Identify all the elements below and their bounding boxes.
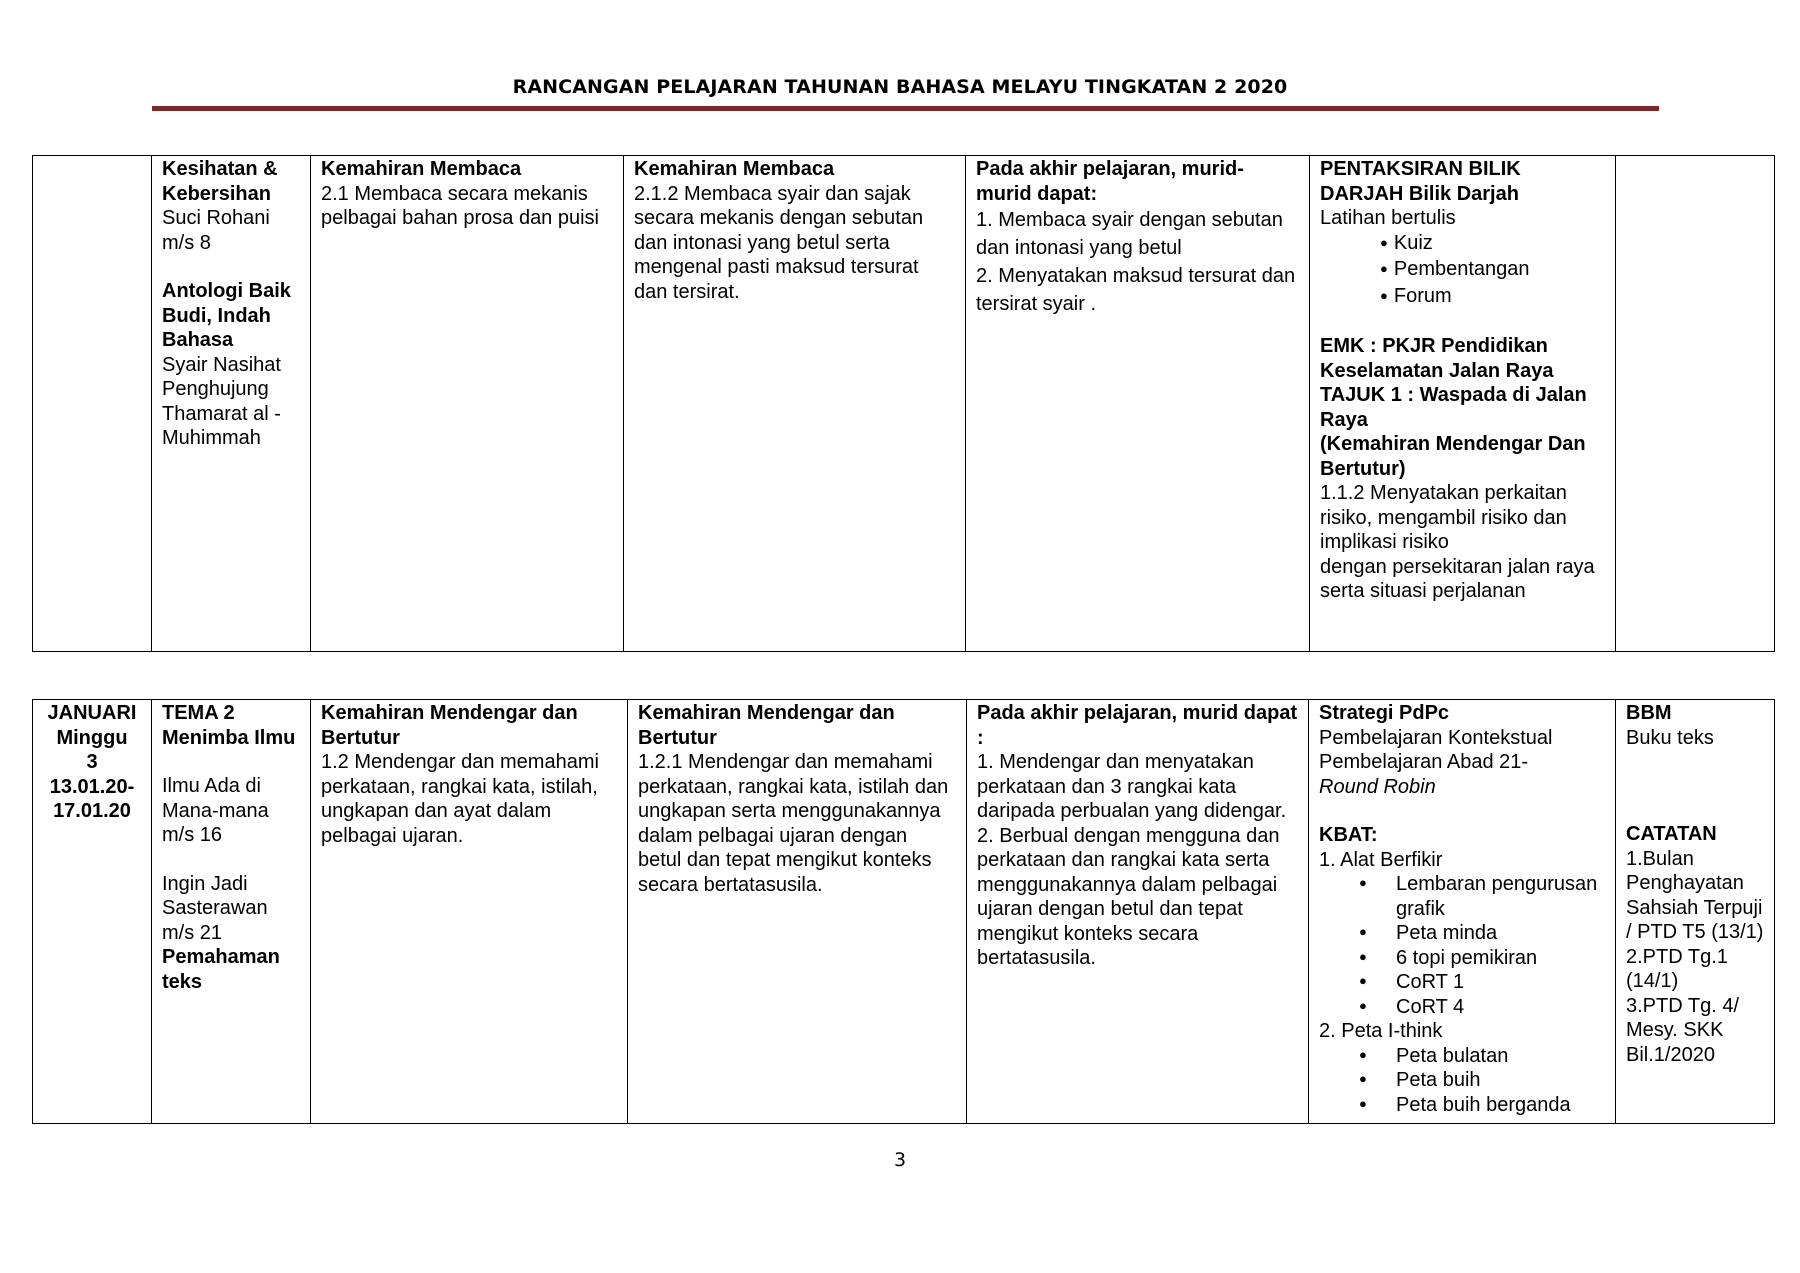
strategy-italic: Round Robin [1319, 775, 1436, 798]
emk-text: dengan persekitaran jalan raya serta situasi perjalanan [1320, 555, 1595, 602]
cell-week [33, 156, 152, 652]
skill-heading: Kemahiran Membaca [321, 158, 522, 180]
alat-list [1319, 872, 1605, 1019]
list-item: ● Peta minda [1359, 921, 1605, 946]
theme-heading-2: Pemahaman teks [162, 946, 280, 993]
cell-standard-learning [624, 156, 966, 652]
skill-heading: Kemahiran Mendengar dan Bertutur [638, 702, 895, 749]
cell-week [33, 700, 152, 1124]
table-row [33, 700, 1775, 1124]
kemahiran-heading: (Kemahiran Mendengar Dan Bertutur) [1320, 433, 1586, 480]
list-item: ● CoRT 1 [1359, 970, 1605, 995]
skill-heading: Kemahiran Mendengar dan Bertutur [321, 702, 578, 749]
objective-heading: Pada akhir pelajaran, murid-murid dapat: [976, 158, 1244, 205]
list-item: ● Peta buih berganda [1359, 1093, 1605, 1118]
week-line: 3 [86, 751, 98, 773]
skill-text: 2.1 Membaca secara mekanis pelbagai bahan prosa dan puisi [321, 182, 599, 229]
skill-text: 1.2 Mendengar dan memahami perkataan, rangkai kata, istilah, ungkapan dan ayat dalam pelbagai ujaran. [321, 751, 599, 847]
list-item: ● Pembentangan [1380, 257, 1605, 284]
cell-theme [152, 700, 311, 1124]
week-line: JANUARI [47, 702, 137, 724]
cell-theme [152, 156, 311, 652]
anthology-heading: Antologi Baik Budi, Indah Bahasa [162, 280, 291, 351]
assessment-list [1320, 231, 1605, 311]
theme-heading: Kesihatan & Kebersihan [162, 158, 278, 205]
note-item: 2.PTD Tg.1 (14/1) [1626, 945, 1728, 992]
cell-standard-content [311, 156, 624, 652]
cell-notes [1616, 700, 1775, 1124]
theme-line: m/s 8 [162, 231, 211, 254]
cell-standard-content [311, 700, 628, 1124]
document-title: RANCANGAN PELAJARAN TAHUNAN BAHASA MELAYU TINGKATAN 2 2020 [512, 76, 1288, 98]
theme-heading: TEMA 2 Menimba Ilmu [162, 702, 296, 749]
week-line: 13.01.20- [49, 775, 135, 798]
skill-text: 1.2.1 Mendengar dan memahami perkataan, rangkai kata, istilah dan ungkapan serta menggunakannya dalam pelbagai ujaran dengan betul dan tepat mengikut konteks secara bertatasusila. [638, 751, 949, 896]
objective-item: 1. Membaca syair dengan sebutan dan intonasi yang betul [976, 209, 1283, 259]
assessment-sub: Latihan bertulis [1320, 207, 1456, 229]
list-item: ● CoRT 4 [1359, 995, 1605, 1020]
list-item: ● Forum [1380, 284, 1605, 311]
note-item: 1.Bulan Penghayatan Sahsiah Terpuji / PTD T5 (13/1) [1626, 847, 1764, 943]
peta-list [1319, 1044, 1605, 1118]
kbat-peta: 2. Peta I-think [1319, 1020, 1443, 1042]
strategy-line: Pembelajaran Abad 21- [1319, 751, 1529, 773]
strategy-heading: Strategi PdPc [1319, 702, 1450, 724]
skill-heading: Kemahiran Membaca [634, 158, 835, 180]
week-line: Minggu [56, 726, 128, 749]
bbm-text: Buku teks [1626, 726, 1714, 749]
plan-table-1 [32, 155, 1775, 652]
assessment-heading: PENTAKSIRAN BILIK DARJAH Bilik Darjah [1320, 158, 1521, 205]
theme-text: Ilmu Ada di Mana-mana m/s 16 [162, 775, 269, 846]
skill-text: 2.1.2 Membaca syair dan sajak secara mekanis dengan sebutan dan intonasi yang betul serta mengenal pasti maksud tersurat dan tersirat. [634, 182, 924, 303]
emk-heading: EMK : PKJR Pendidikan Keselamatan Jalan Raya [1320, 335, 1554, 382]
emk-text: 1.1.2 Menyatakan perkaitan risiko, mengambil risiko dan implikasi risiko [1320, 482, 1567, 553]
tajuk-heading: TAJUK 1 : Waspada di Jalan Raya [1320, 384, 1587, 431]
plan-table-2 [32, 699, 1775, 1124]
cell-standard-learning [628, 700, 967, 1124]
list-item: ● Peta buih [1359, 1068, 1605, 1093]
kbat-heading: KBAT: [1319, 824, 1378, 846]
list-item: ● Kuiz [1380, 231, 1605, 258]
objective-item: 2. Menyatakan maksud tersurat dan tersirat syair . [976, 265, 1296, 315]
cell-activities [1310, 156, 1616, 652]
list-item: ● Peta bulatan [1359, 1044, 1605, 1069]
note-item: 3.PTD Tg. 4/ Mesy. SKK Bil.1/2020 [1626, 994, 1740, 1066]
bbm-heading: BBM [1626, 702, 1672, 724]
objective-item: 2. Berbual dengan mengguna dan perkataan dan rangkai kata serta menggunakannya dalam pelbagai ujaran dengan betul dan tepat mengikut konteks secara bertatasusila. [977, 824, 1280, 969]
objective-item: 1. Mendengar dan menyatakan perkataan dan 3 rangkai kata daripada perbualan yang didengar. [977, 751, 1287, 822]
cell-activities [1309, 700, 1616, 1124]
week-line: 17.01.20 [53, 800, 131, 822]
cell-objectives [966, 156, 1310, 652]
catatan-heading: CATATAN [1626, 823, 1717, 845]
objective-heading: Pada akhir pelajaran, murid dapat : [977, 702, 1298, 749]
cell-notes [1616, 156, 1775, 652]
theme-text: Ingin Jadi Sasterawan m/s 21 [162, 872, 268, 944]
header-rule [152, 106, 1659, 111]
cell-objectives [967, 700, 1309, 1124]
strategy-line: Pembelajaran Kontekstual [1319, 726, 1553, 749]
kbat-alat: 1. Alat Berfikir [1319, 848, 1443, 871]
theme-line: Suci Rohani [162, 207, 270, 229]
list-item: ● 6 topi pemikiran [1359, 946, 1605, 971]
anthology-text: Syair Nasihat Penghujung Thamarat al - Muhimmah [162, 353, 281, 449]
table-row [33, 156, 1775, 652]
list-item: ● Lembaran pengurusan grafik [1359, 872, 1605, 921]
page-number: 3 [893, 1149, 907, 1171]
